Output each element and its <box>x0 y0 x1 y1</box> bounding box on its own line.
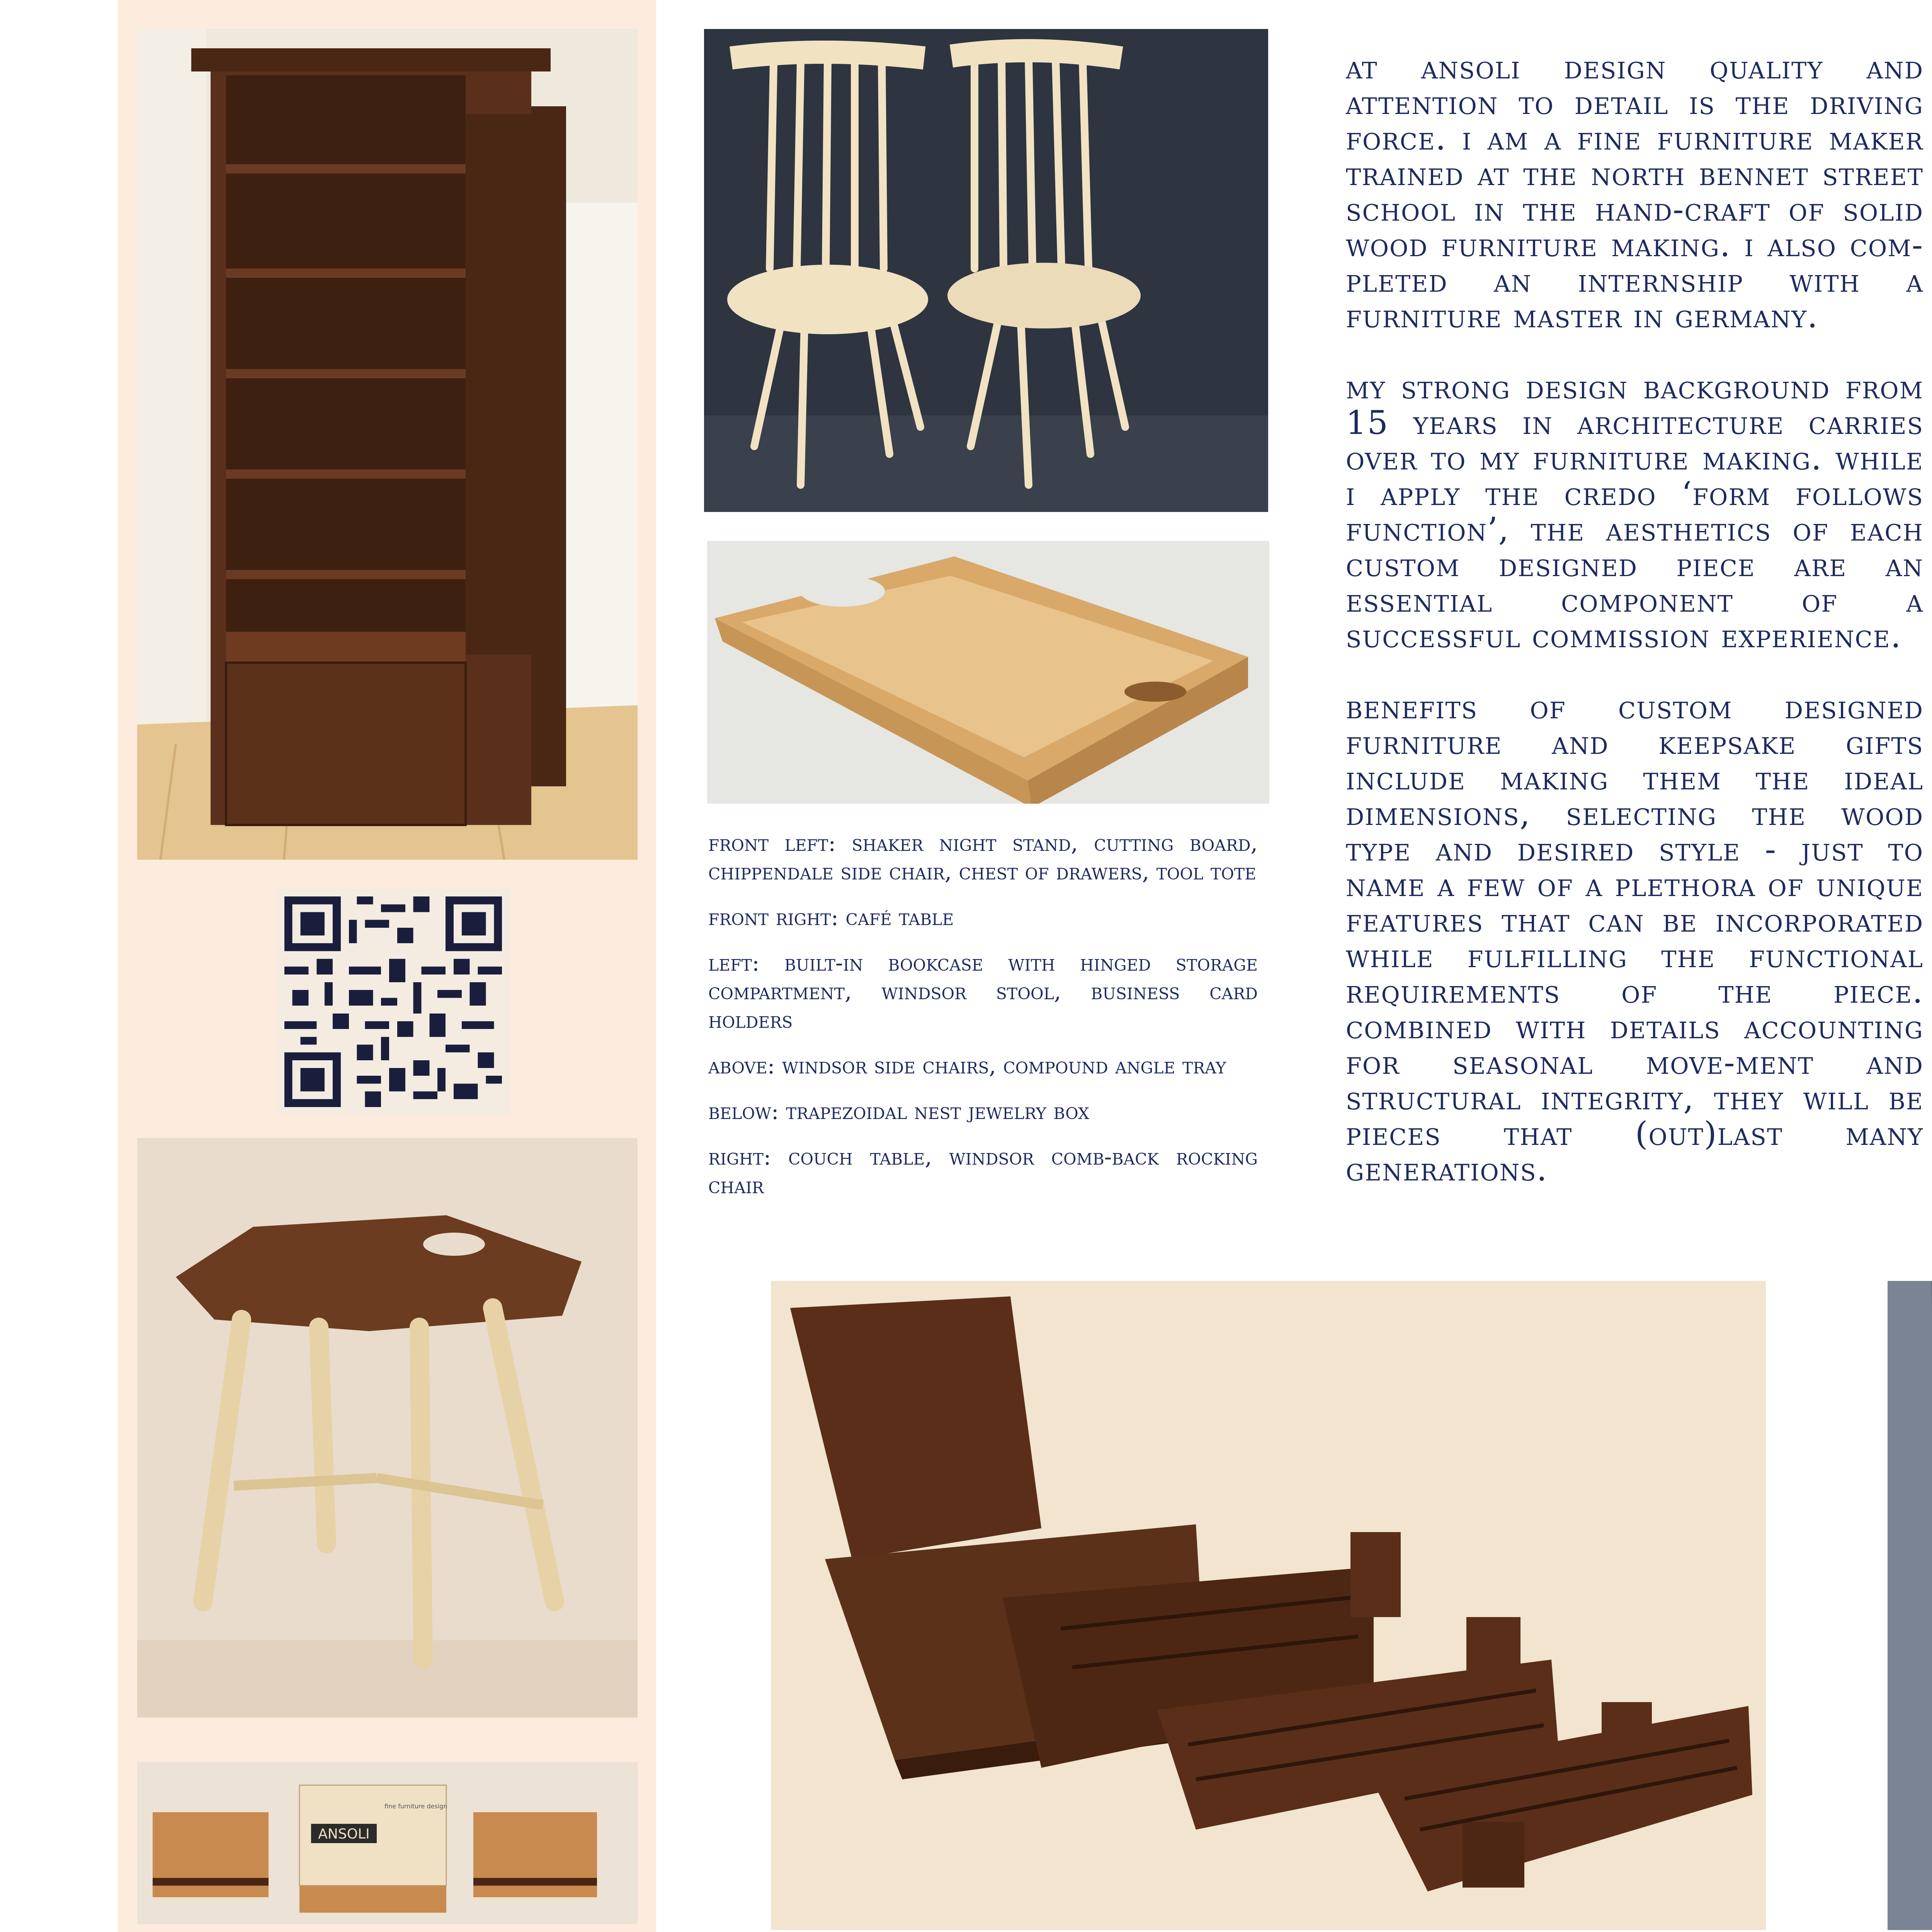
business-card-holders-photo <box>137 1762 638 1924</box>
caption-front-left: front left: shaker night stand, cutting board, chippendale side chair, chest of drawers, tool tote <box>708 830 1258 885</box>
windsor-stool-photo <box>137 1138 638 1718</box>
caption-left: left: built-in bookcase with hinged storage compartment, windsor stool, business card holders <box>708 950 1258 1033</box>
caption-above: above: windsor side chairs, compound angle tray <box>708 1053 1226 1079</box>
about-text <box>1346 49 1923 1223</box>
about-paragraph-intro: at ansoli design quality and attention to detail is the driving force. i am a fine furniture maker trained at the north bennet street school in the hand-craft of solid wood furniture making. i also com-pleted an internship with a furniture master in germany. <box>1346 48 1923 335</box>
business-card-brand: ANSOLI <box>318 1826 370 1842</box>
photo-captions <box>708 829 1258 1217</box>
about-paragraph-design: my strong design background from 15 years in architecture carries over to my furniture making. while i apply the credo ‘form follows function’, the aesthetics of each custom designed piece are an essential component of a successful commission experience. <box>1346 368 1923 655</box>
windsor-side-chairs-photo <box>704 29 1268 512</box>
qr-code <box>276 889 510 1115</box>
caption-below: below: trapezoidal nest jewelry box <box>708 1098 1090 1124</box>
bookcase-photo <box>137 29 638 860</box>
about-paragraph-benefits: benefits of custom designed furniture and keepsake gifts include making them the ideal dimensions, selecting the wood type and desired style - just to name a few of a plethora of unique features that can be incorporated while fulfilling the functional requirements of the piece. combined with details accounting for seasonal move-ment and structural integrity, they will be pieces that (out)last many generations. <box>1346 688 1923 1188</box>
business-card-tagline: fine furniture design <box>384 1803 447 1810</box>
caption-front-right: front right: café table <box>708 904 954 930</box>
caption-right: right: couch table, windsor comb-back rocking chair <box>708 1144 1258 1199</box>
jewelry-box-photo <box>771 1281 1766 1930</box>
compound-angle-tray-photo <box>707 541 1269 804</box>
maker-portrait-photo <box>1888 1281 1932 1930</box>
